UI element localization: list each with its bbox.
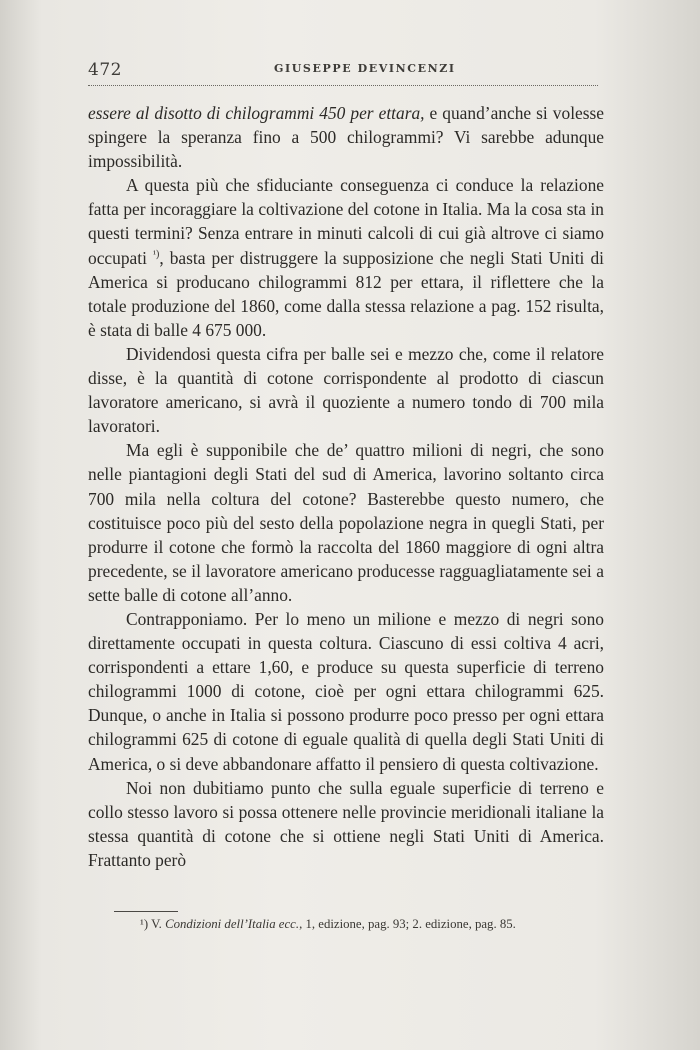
italic-lead: essere al disotto di chilogrammi 450 per ettara, [88, 103, 425, 123]
paragraph-2 [88, 173, 604, 342]
paragraph-3: Dividendosi questa cifra per balle sei e mezzo che, come il relatore disse, è la quantità di cotone corrispondente al prodotto di ciascun lavoratore americano, si avrà il quoziente a numero tondo di 700 mila lavoratori. [88, 343, 604, 437]
page-header [88, 60, 608, 86]
page-number: 472 [88, 60, 122, 80]
footnote-title: Condizioni dell’Italia ecc. [165, 917, 300, 931]
footnote-rule [114, 911, 178, 912]
body-text [88, 101, 604, 872]
footnote-marker: ¹) V. [140, 917, 162, 931]
paragraph-1 [88, 101, 604, 173]
paragraph-6: Noi non dubitiamo punto che sulla eguale superficie di terreno e collo stesso lavoro si possa ottenere nelle provincie meridionali italiane la stessa quantità di cotone che si ottiene negli Stati Uniti di America. Frattanto però [88, 777, 604, 870]
footnote-reference: ¹) [152, 248, 160, 260]
footnote [140, 917, 610, 932]
paragraph-2-text-a: A questa più che sfiduciante conseguenza ci conduce la relazione fatta per incoraggiare la coltivazione del cotone in Italia. Ma la cosa sta in questi termini? Senza entrare in minuti calcoli di cui già altrove ci siamo occupati [88, 175, 604, 268]
paragraph-4: Ma egli è supponibile che de’ quattro milioni di negri, che sono nelle piantagioni degli Stati del sud di America, lavorino soltanto circa 700 mila nella coltura del cotone? Basterebbe questo numero, che costituisce poco più del sesto della popolazione negra in quegli Stati, per produrre il cotone che formò la raccolta del 1860 maggiore di ogni altra precedente, se il lavoratore americano producesse ragguagliatamente sei a sette balle di cotone all’anno. [88, 440, 604, 605]
paragraph-1-text: e quand’anche si volesse spingere la speranza fino a 500 chilogrammi? Vi sarebbe adunque impossibilità. [88, 103, 604, 172]
header-rule [88, 85, 598, 86]
footnote-rest: , 1, edizione, pag. 93; 2. edizione, pag. 85. [299, 917, 516, 931]
paragraph-2-text-b: , basta per distruggere la supposizione che negli Stati Uniti di America si producano chilogrammi 812 per ettara, il riflettere che la totale produzione del 1860, come dalla stessa relazione a pag. 152 risulta, è stata di balle 4 675 000. [88, 247, 604, 340]
running-head: GIUSEPPE DEVINCENZI [274, 62, 456, 75]
paragraph-5: Contrapponiamo. Per lo meno un milione e mezzo di negri sono direttamente occupati in questa coltura. Ciascuno di essi coltiva 4 acri, corrispondenti a ettare 1,60, e produce su questa superficie di terreno chilogrammi 1000 di cotone, cioè per ogni ettara chilogrammi 625. Dunque, o anche in Italia si possono produrre poco presso per ogni ettara chilogrammi 625 di cotone di eguale qualità di quella degli Stati Uniti di America, o si deve abbandonare affatto il pensiero di questa coltivazione. [88, 608, 604, 774]
